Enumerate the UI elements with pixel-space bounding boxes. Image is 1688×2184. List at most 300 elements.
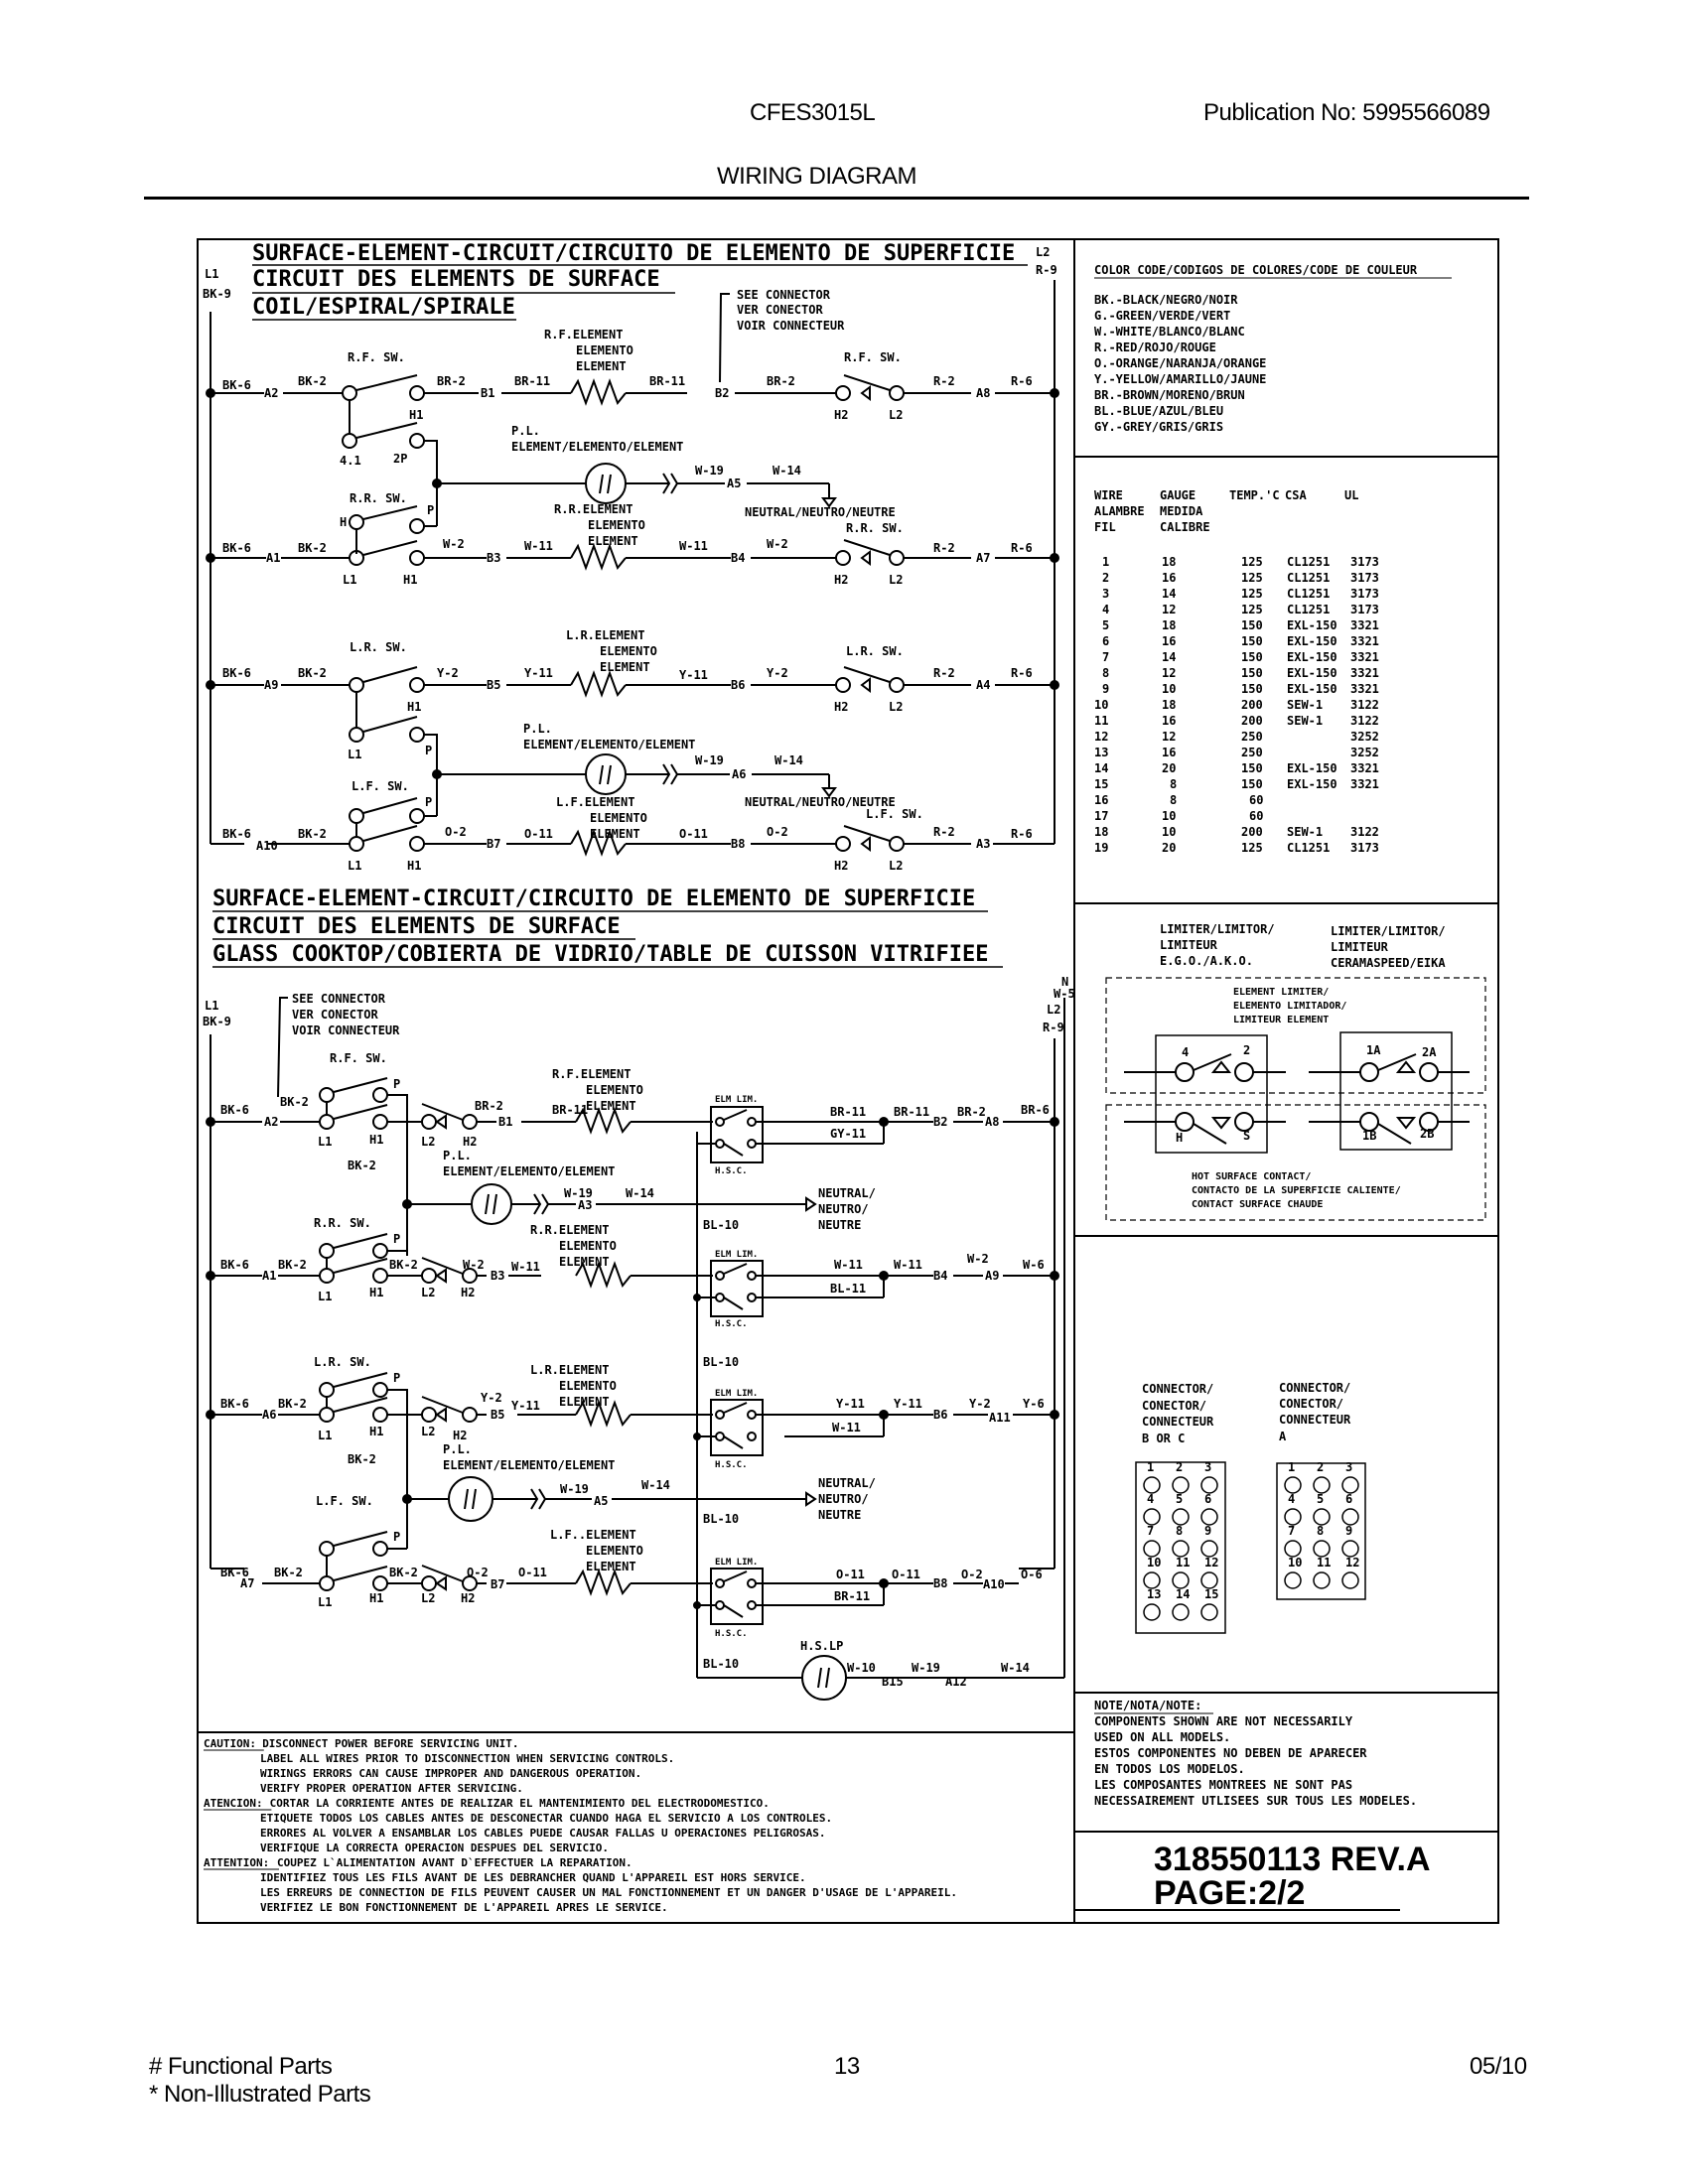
svg-text:150: 150 xyxy=(1241,666,1263,680)
svg-text:A2: A2 xyxy=(264,386,279,400)
svg-text:4: 4 xyxy=(1182,1045,1190,1059)
svg-text:SEE CONNECTOR: SEE CONNECTOR xyxy=(292,992,385,1006)
svg-text:12: 12 xyxy=(1204,1556,1219,1570)
svg-text:VERIFIEZ LE BON FONCTIONNEMENT: VERIFIEZ LE BON FONCTIONNEMENT DE L'APPAREIL APRES LE SERVICE. xyxy=(260,1901,668,1914)
svg-text:NEUTRAL/NEUTRO/NEUTRE: NEUTRAL/NEUTRO/NEUTRE xyxy=(745,505,896,519)
svg-text:W-19: W-19 xyxy=(695,753,724,767)
svg-text:O.-ORANGE/NARANJA/ORANGE: O.-ORANGE/NARANJA/ORANGE xyxy=(1094,356,1267,370)
svg-text:L1: L1 xyxy=(348,748,362,761)
connector-pin xyxy=(1144,1541,1160,1557)
svg-text:CONTACTO DE LA SUPERFICIE CALI: CONTACTO DE LA SUPERFICIE CALIENTE/ xyxy=(1192,1185,1401,1196)
connector-pin xyxy=(1314,1477,1330,1493)
svg-text:W-11: W-11 xyxy=(524,539,553,553)
svg-text:A1: A1 xyxy=(262,1269,277,1283)
svg-text:H1: H1 xyxy=(369,1286,384,1299)
svg-text:18: 18 xyxy=(1162,555,1177,569)
svg-text:150: 150 xyxy=(1241,650,1263,664)
svg-text:A2: A2 xyxy=(264,1115,279,1129)
connector-pin xyxy=(1173,1509,1189,1525)
svg-text:NEUTRAL/: NEUTRAL/ xyxy=(818,1476,876,1490)
svg-text:3321: 3321 xyxy=(1350,634,1379,648)
svg-text:CONTACT SURFACE CHAUDE: CONTACT SURFACE CHAUDE xyxy=(1192,1199,1324,1210)
svg-text:B4: B4 xyxy=(731,551,746,565)
svg-text:A6: A6 xyxy=(732,767,747,781)
svg-text:3252: 3252 xyxy=(1350,746,1379,759)
svg-text:W-6: W-6 xyxy=(1023,1258,1045,1272)
svg-text:B3: B3 xyxy=(491,1269,505,1283)
svg-text:CERAMASPEED/EIKA: CERAMASPEED/EIKA xyxy=(1331,956,1446,970)
svg-text:ELEMENTO: ELEMENTO xyxy=(586,1544,643,1558)
svg-text:16: 16 xyxy=(1162,634,1177,648)
svg-text:CL1251: CL1251 xyxy=(1287,555,1331,569)
svg-text:H.S.C.: H.S.C. xyxy=(715,1629,748,1639)
svg-text:14: 14 xyxy=(1176,1587,1191,1601)
svg-text:W-11: W-11 xyxy=(834,1258,863,1272)
svg-text:Y.-YELLOW/AMARILLO/JAUNE: Y.-YELLOW/AMARILLO/JAUNE xyxy=(1094,372,1267,386)
svg-text:L.R.ELEMENT: L.R.ELEMENT xyxy=(530,1363,610,1377)
svg-text:1A: 1A xyxy=(1366,1043,1381,1057)
svg-text:A6: A6 xyxy=(262,1408,277,1422)
svg-text:ELEMENTO: ELEMENTO xyxy=(576,343,633,357)
connector-pin xyxy=(1201,1509,1217,1525)
svg-text:VER CONECTOR: VER CONECTOR xyxy=(737,303,823,317)
svg-text:NOTE/NOTA/NOTE:: NOTE/NOTA/NOTE: xyxy=(1094,1699,1202,1712)
svg-text:B OR C: B OR C xyxy=(1142,1432,1186,1445)
svg-text:CONECTOR/: CONECTOR/ xyxy=(1279,1397,1344,1411)
svg-text:200: 200 xyxy=(1241,714,1263,728)
svg-text:BL.-BLUE/AZUL/BLEU: BL.-BLUE/AZUL/BLEU xyxy=(1094,404,1224,418)
svg-text:3321: 3321 xyxy=(1350,618,1379,632)
svg-text:ELEMENT: ELEMENT xyxy=(576,359,627,373)
svg-text:GAUGE: GAUGE xyxy=(1160,488,1196,502)
svg-text:O-2: O-2 xyxy=(767,825,788,839)
svg-text:Y-11: Y-11 xyxy=(511,1399,540,1413)
svg-text:ELEMENT/ELEMENTO/ELEMENT: ELEMENT/ELEMENTO/ELEMENT xyxy=(511,440,684,454)
svg-text:2: 2 xyxy=(1243,1043,1251,1057)
svg-text:W-19: W-19 xyxy=(560,1482,589,1496)
svg-text:H2: H2 xyxy=(463,1135,478,1149)
svg-text:B2: B2 xyxy=(933,1115,948,1129)
svg-text:ELEMENT: ELEMENT xyxy=(559,1395,610,1409)
svg-text:CONECTOR/: CONECTOR/ xyxy=(1142,1399,1207,1413)
svg-text:O-11: O-11 xyxy=(836,1568,865,1581)
coil-title-2: CIRCUIT DES ELEMENTS DE SURFACE xyxy=(252,267,660,292)
svg-text:BK-6: BK-6 xyxy=(220,1103,249,1117)
svg-text:L1: L1 xyxy=(205,267,219,281)
svg-text:A7: A7 xyxy=(976,551,991,565)
connector-pin xyxy=(1201,1541,1217,1557)
svg-text:L2: L2 xyxy=(889,700,904,714)
svg-text:WIRINGS ERRORS CAN CAUSE IMPRO: WIRINGS ERRORS CAN CAUSE IMPROPER AND DANGEROUS OPERATION. xyxy=(260,1767,642,1780)
svg-text:125: 125 xyxy=(1241,571,1263,585)
svg-text:18: 18 xyxy=(1162,698,1177,712)
svg-text:LES COMPOSANTES MONTREES NE SO: LES COMPOSANTES MONTREES NE SONT PAS xyxy=(1094,1778,1353,1792)
coil-title-1: SURFACE-ELEMENT-CIRCUIT/CIRCUITO DE ELEMENTO DE SUPERFICIE xyxy=(252,241,1016,266)
svg-text:L2: L2 xyxy=(889,408,904,422)
connector-pin xyxy=(1342,1477,1358,1493)
svg-text:17: 17 xyxy=(1094,809,1109,823)
svg-text:O-11: O-11 xyxy=(892,1568,920,1581)
svg-text:L2: L2 xyxy=(1047,1003,1061,1017)
svg-text:P: P xyxy=(393,1371,401,1385)
svg-text:ELEMENT LIMITER/: ELEMENT LIMITER/ xyxy=(1233,987,1330,998)
svg-text:CALIBRE: CALIBRE xyxy=(1160,520,1210,534)
svg-text:W-2: W-2 xyxy=(463,1258,485,1272)
svg-text:R.R. SW.: R.R. SW. xyxy=(314,1216,371,1230)
svg-text:7: 7 xyxy=(1288,1524,1296,1538)
connector-pin xyxy=(1144,1509,1160,1525)
svg-text:125: 125 xyxy=(1241,555,1263,569)
svg-text:SEW-1: SEW-1 xyxy=(1287,714,1324,728)
svg-text:H1: H1 xyxy=(403,573,418,587)
connector-panel xyxy=(1136,1381,1365,1633)
svg-text:R-2: R-2 xyxy=(933,825,955,839)
svg-text:A: A xyxy=(1279,1430,1287,1443)
svg-text:VERIFIQUE LA CORRECTA OPERACIO: VERIFIQUE LA CORRECTA OPERACION DESPUES DEL SERVICIO. xyxy=(260,1842,609,1854)
connector-pin xyxy=(1173,1572,1189,1588)
svg-text:H: H xyxy=(1176,1131,1184,1145)
svg-text:P.L.: P.L. xyxy=(511,424,540,438)
svg-text:CL1251: CL1251 xyxy=(1287,587,1331,601)
svg-text:12: 12 xyxy=(1345,1556,1360,1570)
svg-text:L2: L2 xyxy=(889,859,904,873)
svg-text:R.F.ELEMENT: R.F.ELEMENT xyxy=(552,1067,632,1081)
svg-text:BR-2: BR-2 xyxy=(957,1105,986,1119)
svg-text:125: 125 xyxy=(1241,841,1263,855)
svg-text:P: P xyxy=(425,795,433,809)
svg-text:BR-11: BR-11 xyxy=(649,374,686,388)
svg-text:BK-2: BK-2 xyxy=(280,1095,309,1109)
svg-text:CONNECTOR/: CONNECTOR/ xyxy=(1279,1381,1351,1395)
svg-text:W-14: W-14 xyxy=(774,753,803,767)
svg-text:GLASS COOKTOP/COBIERTA DE VIDR: GLASS COOKTOP/COBIERTA DE VIDRIO/TABLE DE CUISSON VITRIFIEE xyxy=(212,942,989,967)
connector-pin xyxy=(1201,1572,1217,1588)
svg-text:L.F. SW.: L.F. SW. xyxy=(352,779,409,793)
svg-text:ELEMENT/ELEMENTO/ELEMENT: ELEMENT/ELEMENTO/ELEMENT xyxy=(443,1458,616,1472)
svg-text:FIL: FIL xyxy=(1094,520,1116,534)
svg-text:10: 10 xyxy=(1162,825,1177,839)
svg-text:10: 10 xyxy=(1147,1556,1162,1570)
svg-text:A9: A9 xyxy=(264,678,279,692)
svg-text:R.F. SW.: R.F. SW. xyxy=(348,350,405,364)
svg-text:2A: 2A xyxy=(1422,1045,1437,1059)
svg-text:L.F. SW.: L.F. SW. xyxy=(316,1494,373,1508)
svg-text:B7: B7 xyxy=(491,1577,505,1591)
svg-text:BK-9: BK-9 xyxy=(203,287,231,301)
svg-text:ELEMENTO LIMITADOR/: ELEMENTO LIMITADOR/ xyxy=(1233,1001,1347,1012)
svg-text:COUPEZ L`ALIMENTATION AVANT D`: COUPEZ L`ALIMENTATION AVANT D`EFFECTUER LA REPARATION. xyxy=(277,1856,633,1869)
svg-text:A9: A9 xyxy=(985,1269,1000,1283)
svg-text:NEUTRE: NEUTRE xyxy=(818,1508,862,1522)
svg-text:BK-2: BK-2 xyxy=(348,1452,376,1466)
svg-text:CONNECTEUR: CONNECTEUR xyxy=(1142,1415,1214,1429)
svg-text:3321: 3321 xyxy=(1350,666,1379,680)
svg-text:10: 10 xyxy=(1162,809,1177,823)
svg-text:5: 5 xyxy=(1176,1492,1184,1506)
svg-text:H2: H2 xyxy=(461,1591,476,1605)
svg-text:15: 15 xyxy=(1204,1587,1219,1601)
connector-pin xyxy=(1285,1509,1301,1525)
svg-text:Y-11: Y-11 xyxy=(679,668,708,682)
svg-text:BK-2: BK-2 xyxy=(348,1159,376,1172)
svg-text:HOT SURFACE CONTACT/: HOT SURFACE CONTACT/ xyxy=(1192,1171,1312,1182)
svg-text:11: 11 xyxy=(1094,714,1109,728)
svg-text:SEW-1: SEW-1 xyxy=(1287,825,1324,839)
svg-text:BK-2: BK-2 xyxy=(278,1397,307,1411)
svg-text:H.S.C.: H.S.C. xyxy=(715,1319,748,1329)
svg-text:H.S.C.: H.S.C. xyxy=(715,1166,748,1176)
svg-text:8: 8 xyxy=(1317,1524,1325,1538)
connector-pin xyxy=(1285,1572,1301,1588)
svg-text:BR-11: BR-11 xyxy=(894,1105,930,1119)
footer-functional-parts: # Functional Parts xyxy=(149,2053,333,2080)
svg-text:L1: L1 xyxy=(318,1595,333,1609)
svg-text:R.R.ELEMENT: R.R.ELEMENT xyxy=(530,1223,610,1237)
svg-text:3: 3 xyxy=(1102,587,1110,601)
svg-text:A8: A8 xyxy=(976,386,991,400)
svg-text:CL1251: CL1251 xyxy=(1287,603,1331,616)
svg-text:BK-2: BK-2 xyxy=(298,827,327,841)
svg-text:W-14: W-14 xyxy=(773,464,801,478)
svg-text:10: 10 xyxy=(1162,682,1177,696)
svg-text:BR-11: BR-11 xyxy=(834,1589,871,1603)
svg-text:R-6: R-6 xyxy=(1011,827,1033,841)
model-number: CFES3015L xyxy=(750,99,876,126)
svg-text:16: 16 xyxy=(1162,571,1177,585)
svg-text:BK-2: BK-2 xyxy=(298,374,327,388)
svg-text:H1: H1 xyxy=(409,408,424,422)
footer-non-illustrated: * Non-Illustrated Parts xyxy=(149,2081,371,2108)
svg-text:W-2: W-2 xyxy=(443,537,465,551)
svg-text:O-2: O-2 xyxy=(467,1566,489,1579)
svg-text:150: 150 xyxy=(1241,634,1263,648)
coil-title-3: COIL/ESPIRAL/SPIRALE xyxy=(252,295,515,320)
svg-text:H2: H2 xyxy=(453,1429,468,1442)
svg-text:USED ON ALL MODELS.: USED ON ALL MODELS. xyxy=(1094,1730,1231,1744)
svg-text:BK-6: BK-6 xyxy=(220,1397,249,1411)
svg-text:EXL-150: EXL-150 xyxy=(1287,777,1337,791)
svg-text:W-10: W-10 xyxy=(847,1661,876,1675)
svg-text:L2: L2 xyxy=(1036,245,1051,259)
svg-text:A1: A1 xyxy=(266,551,281,565)
svg-text:W-11: W-11 xyxy=(832,1421,861,1434)
svg-text:12: 12 xyxy=(1162,603,1177,616)
svg-text:NECESSAIREMENT UTLISEES SUR TO: NECESSAIREMENT UTLISEES SUR TOUS LES MODELES. xyxy=(1094,1794,1418,1808)
svg-text:W-11: W-11 xyxy=(894,1258,922,1272)
svg-text:ELEMENT: ELEMENT xyxy=(586,1099,636,1113)
svg-text:R.F.ELEMENT: R.F.ELEMENT xyxy=(544,328,624,341)
svg-text:L.F..ELEMENT: L.F..ELEMENT xyxy=(550,1528,636,1542)
svg-text:H.S.LP: H.S.LP xyxy=(800,1639,844,1653)
svg-text:NEUTRO/: NEUTRO/ xyxy=(818,1492,869,1506)
svg-text:ELEMENT: ELEMENT xyxy=(600,660,650,674)
svg-text:W-5: W-5 xyxy=(1054,987,1075,1001)
svg-text:NEUTRAL/NEUTRO/NEUTRE: NEUTRAL/NEUTRO/NEUTRE xyxy=(745,795,896,809)
svg-text:H1: H1 xyxy=(369,1591,384,1605)
svg-text:VOIR CONNECTEUR: VOIR CONNECTEUR xyxy=(292,1024,400,1037)
svg-text:1B: 1B xyxy=(1362,1129,1377,1143)
svg-text:W-19: W-19 xyxy=(912,1661,940,1675)
svg-text:O-2: O-2 xyxy=(961,1568,983,1581)
svg-text:B1: B1 xyxy=(498,1115,513,1129)
svg-text:125: 125 xyxy=(1241,603,1263,616)
svg-text:4.1: 4.1 xyxy=(340,454,361,468)
svg-text:Y-2: Y-2 xyxy=(437,666,459,680)
svg-text:2P: 2P xyxy=(393,452,408,466)
svg-text:R-6: R-6 xyxy=(1011,374,1033,388)
svg-text:ELEMENT: ELEMENT xyxy=(559,1255,610,1269)
svg-text:H2: H2 xyxy=(834,408,849,422)
svg-text:H1: H1 xyxy=(369,1133,384,1147)
svg-text:150: 150 xyxy=(1241,761,1263,775)
connector-pin xyxy=(1144,1572,1160,1588)
svg-text:2: 2 xyxy=(1102,571,1110,585)
svg-text:150: 150 xyxy=(1241,618,1263,632)
svg-text:4: 4 xyxy=(1147,1492,1155,1506)
svg-text:BL-11: BL-11 xyxy=(830,1282,867,1296)
svg-text:EXL-150: EXL-150 xyxy=(1287,618,1337,632)
svg-text:3321: 3321 xyxy=(1350,682,1379,696)
svg-text:BL-10: BL-10 xyxy=(703,1355,740,1369)
svg-text:P: P xyxy=(393,1077,401,1091)
svg-text:O-2: O-2 xyxy=(445,825,467,839)
svg-text:B3: B3 xyxy=(487,551,501,565)
svg-text:12: 12 xyxy=(1094,730,1109,744)
svg-text:B15: B15 xyxy=(882,1675,904,1689)
svg-text:LIMITEUR: LIMITEUR xyxy=(1160,938,1217,952)
svg-text:L1: L1 xyxy=(343,573,357,587)
svg-text:R.F. SW.: R.F. SW. xyxy=(330,1051,387,1065)
connector-pin xyxy=(1285,1477,1301,1493)
svg-text:SEW-1: SEW-1 xyxy=(1287,698,1324,712)
glass-circuit xyxy=(203,887,1075,1700)
svg-text:R-2: R-2 xyxy=(933,666,955,680)
svg-text:W-2: W-2 xyxy=(767,537,788,551)
svg-text:6: 6 xyxy=(1204,1492,1212,1506)
svg-text:Y-2: Y-2 xyxy=(767,666,788,680)
svg-text:13: 13 xyxy=(1147,1587,1162,1601)
svg-text:3122: 3122 xyxy=(1350,698,1379,712)
svg-text:3321: 3321 xyxy=(1350,761,1379,775)
svg-text:VER CONECTOR: VER CONECTOR xyxy=(292,1008,378,1022)
svg-text:CORTAR LA CORRIENTE ANTES DE R: CORTAR LA CORRIENTE ANTES DE REALIZAR EL MANTENIMIENTO DEL ELECTRODOMESTICO. xyxy=(269,1797,770,1810)
svg-text:1: 1 xyxy=(1288,1460,1296,1474)
svg-text:R.-RED/ROJO/ROUGE: R.-RED/ROJO/ROUGE xyxy=(1094,341,1216,354)
svg-text:318550113 REV.A: 318550113 REV.A xyxy=(1154,1841,1431,1878)
svg-text:B2: B2 xyxy=(715,386,730,400)
svg-text:ETIQUETE TODOS LOS CABLES ANTE: ETIQUETE TODOS LOS CABLES ANTES DE DESCONECTAR CUANDO HAGA EL SERVICIO A LOS CONTROLES. xyxy=(260,1812,833,1825)
svg-text:WIRE: WIRE xyxy=(1094,488,1123,502)
svg-text:B5: B5 xyxy=(487,678,501,692)
svg-text:A11: A11 xyxy=(989,1411,1011,1425)
svg-text:EXL-150: EXL-150 xyxy=(1287,761,1337,775)
svg-text:9: 9 xyxy=(1204,1524,1212,1538)
svg-text:11: 11 xyxy=(1317,1556,1332,1570)
svg-text:3173: 3173 xyxy=(1350,587,1379,601)
svg-text:60: 60 xyxy=(1249,809,1264,823)
connector-pin xyxy=(1144,1477,1160,1493)
svg-text:PAGE:2/2: PAGE:2/2 xyxy=(1154,1874,1306,1912)
connector-pin xyxy=(1285,1541,1301,1557)
svg-text:16: 16 xyxy=(1162,714,1177,728)
caution-block xyxy=(204,1737,957,1914)
svg-text:P: P xyxy=(427,503,435,517)
svg-text:SEE CONNECTOR: SEE CONNECTOR xyxy=(737,288,830,302)
svg-text:18: 18 xyxy=(1094,825,1109,839)
svg-text:NEUTRE: NEUTRE xyxy=(818,1218,862,1232)
svg-text:R-6: R-6 xyxy=(1011,666,1033,680)
svg-text:2B: 2B xyxy=(1420,1127,1435,1141)
svg-text:ERRORES AL VOLVER A ENSAMBLAR: ERRORES AL VOLVER A ENSAMBLAR LOS CABLES PUEDE CAUSAR FALLAS U OPERACIONES PELIGROSAS. xyxy=(260,1827,826,1840)
svg-text:3122: 3122 xyxy=(1350,714,1379,728)
svg-text:3: 3 xyxy=(1204,1460,1212,1474)
svg-text:A10: A10 xyxy=(256,839,278,853)
connector-pin xyxy=(1144,1604,1160,1620)
svg-text:R-2: R-2 xyxy=(933,541,955,555)
svg-text:P: P xyxy=(393,1232,401,1246)
svg-text:MEDIDA: MEDIDA xyxy=(1160,504,1203,518)
svg-text:A4: A4 xyxy=(976,678,991,692)
svg-text:B5: B5 xyxy=(491,1408,505,1422)
svg-text:Y-11: Y-11 xyxy=(894,1397,922,1411)
svg-text:R-2: R-2 xyxy=(933,374,955,388)
svg-text:A12: A12 xyxy=(945,1675,967,1689)
svg-text:L2: L2 xyxy=(421,1425,436,1438)
connector-pin xyxy=(1342,1509,1358,1525)
svg-text:Y-6: Y-6 xyxy=(1023,1397,1045,1411)
svg-text:GY.-GREY/GRIS/GRIS: GY.-GREY/GRIS/GRIS xyxy=(1094,420,1224,434)
svg-text:14: 14 xyxy=(1094,761,1109,775)
connector-pin xyxy=(1314,1572,1330,1588)
svg-text:R.R. SW.: R.R. SW. xyxy=(846,521,904,535)
svg-text:S: S xyxy=(1243,1129,1251,1143)
svg-text:BR-11: BR-11 xyxy=(830,1105,867,1119)
svg-text:ELEMENTO: ELEMENTO xyxy=(588,518,645,532)
svg-text:Y-11: Y-11 xyxy=(524,666,553,680)
svg-text:ELM LIM.: ELM LIM. xyxy=(715,1250,759,1260)
svg-text:A5: A5 xyxy=(727,477,742,490)
svg-text:20: 20 xyxy=(1162,841,1177,855)
svg-text:150: 150 xyxy=(1241,682,1263,696)
svg-text:O-11: O-11 xyxy=(518,1566,547,1579)
svg-text:IDENTIFIEZ TOUS LES FILS AVANT: IDENTIFIEZ TOUS LES FILS AVANT DE LES DEBRANCHER QUAND L'APPAREIL EST HORS SERVICE. xyxy=(260,1871,806,1884)
svg-text:G.-GREEN/VERDE/VERT: G.-GREEN/VERDE/VERT xyxy=(1094,309,1231,323)
svg-text:ELEMENTO: ELEMENTO xyxy=(600,644,657,658)
svg-text:3122: 3122 xyxy=(1350,825,1379,839)
svg-text:4: 4 xyxy=(1102,603,1110,616)
svg-text:H2: H2 xyxy=(834,573,849,587)
svg-text:P: P xyxy=(425,744,433,757)
svg-text:BL-10: BL-10 xyxy=(703,1512,740,1526)
svg-text:COMPONENTS SHOWN ARE NOT NECES: COMPONENTS SHOWN ARE NOT NECESSARILY xyxy=(1094,1714,1353,1728)
svg-text:Y-2: Y-2 xyxy=(481,1391,502,1405)
svg-text:W-11: W-11 xyxy=(679,539,708,553)
svg-text:250: 250 xyxy=(1241,730,1263,744)
svg-text:BK-9: BK-9 xyxy=(203,1015,231,1028)
svg-text:60: 60 xyxy=(1249,793,1264,807)
svg-text:R.R. SW.: R.R. SW. xyxy=(350,491,407,505)
connector-pin xyxy=(1173,1477,1189,1493)
svg-text:BK-6: BK-6 xyxy=(222,827,251,841)
svg-text:150: 150 xyxy=(1241,777,1263,791)
svg-text:A10: A10 xyxy=(983,1577,1005,1591)
svg-text:W-14: W-14 xyxy=(641,1478,670,1492)
svg-text:1: 1 xyxy=(1147,1460,1155,1474)
svg-text:W-19: W-19 xyxy=(564,1186,593,1200)
svg-text:10: 10 xyxy=(1094,698,1109,712)
svg-text:15: 15 xyxy=(1094,777,1109,791)
svg-text:O-6: O-6 xyxy=(1021,1568,1043,1581)
